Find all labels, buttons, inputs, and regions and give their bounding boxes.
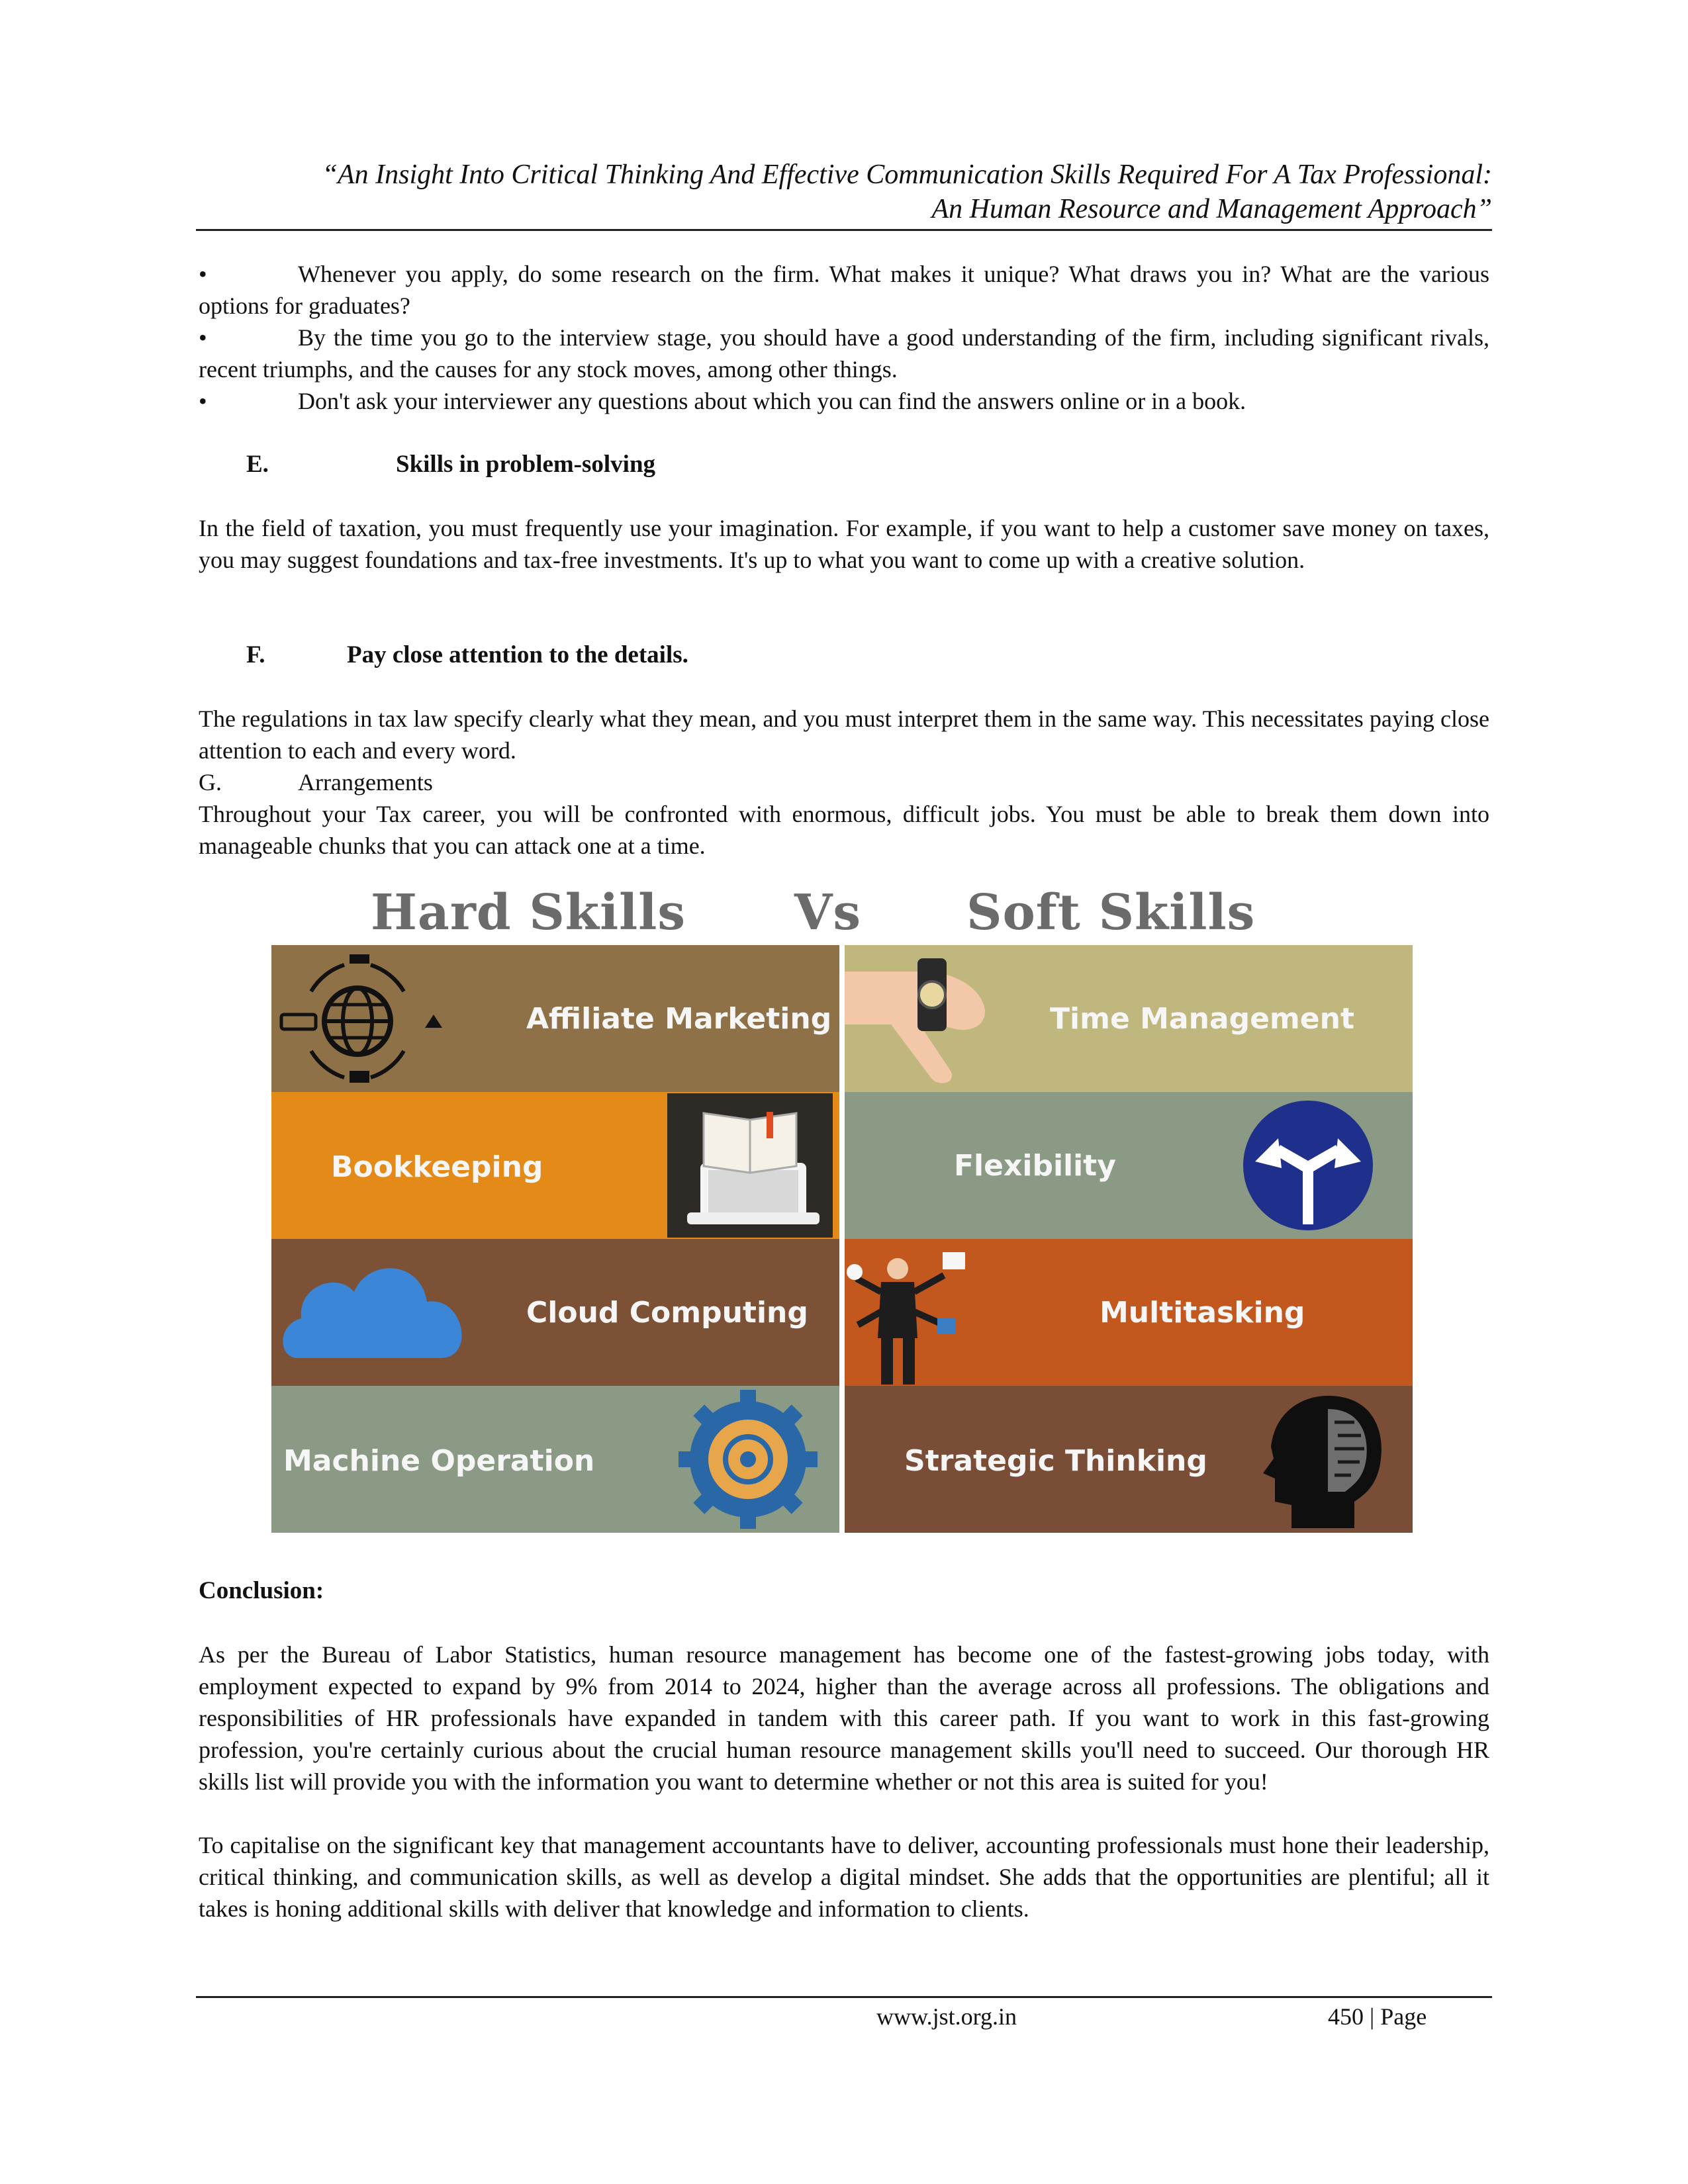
- bullet-item: [199, 322, 1489, 385]
- label-strategic-thinking: Strategic Thinking: [904, 1444, 1207, 1478]
- bullet-list: [199, 258, 1489, 417]
- conclusion-title: Conclusion:: [199, 1577, 324, 1604]
- label-affiliate-marketing: Affiliate Marketing: [526, 1002, 832, 1036]
- section-g-heading: [199, 766, 1489, 798]
- bullet-text: Don't ask your interviewer any questions about which you can find the answers online or in a book.: [298, 388, 1246, 414]
- cloud-icon: [271, 1239, 496, 1386]
- affiliate-marketing-icon: [271, 945, 470, 1092]
- laptop-book-icon: [667, 1093, 833, 1238]
- bullet-symbol: •: [199, 324, 207, 351]
- section-f-letter: F.: [246, 641, 265, 668]
- figure-title-hard: Hard Skills: [371, 884, 686, 941]
- bullet-item: [199, 385, 1489, 417]
- multitasking-person-icon: [845, 1239, 1004, 1386]
- label-flexibility: Flexibility: [954, 1149, 1116, 1183]
- conclusion-paragraph-1: As per the Bureau of Labor Statistics, human resource management has become one of the fastest-growing jobs today, with employment expected to expand by 9% from 2014 to 2024, higher than the average across all professions. The obligations and responsibilities of HR professionals have expanded in tandem with this career path. If you want to work in this fast-growing profession, you're certainly curious about the crucial human resource management skills you'll need to succeed. Our thorough HR skills list will provide you with the information you want to determine whether or not this area is suited for you!: [199, 1641, 1489, 1795]
- cell-cloud-computing: [271, 1239, 839, 1386]
- cell-multitasking: [845, 1239, 1413, 1386]
- cell-strategic-thinking: [845, 1386, 1413, 1533]
- figure-title-vs: Vs: [794, 884, 862, 941]
- brain-head-icon: [1229, 1386, 1387, 1533]
- running-header: [196, 158, 1492, 226]
- conclusion-paragraph-2: To capitalise on the significant key that management accountants have to deliver, accounting professionals must hone their leadership, critical thinking, and communication skills, as well as develop a digital mindset. She adds that the opportunities are plentiful; all it takes is honing additional skills with deliver that knowledge and information to clients.: [199, 1832, 1489, 1922]
- section-e-letter: E.: [246, 451, 269, 478]
- section-f-text: The regulations in tax law specify clearly what they mean, and you must interpret them in the same way. This necessitates paying close attention to each and every word.: [199, 705, 1489, 764]
- bullet-text: By the time you go to the interview stage, you should have a good understanding of the firm, including significant rivals, recent triumphs, and the causes for any stock moves, among other things.: [199, 324, 1489, 383]
- section-g-letter: G.: [199, 769, 222, 796]
- figure-title-soft: Soft Skills: [966, 884, 1256, 941]
- header-line-1: “An Insight Into Critical Thinking And Effective Communication Skills Required For A Tax Professional:: [322, 159, 1492, 190]
- cell-bookkeeping: [271, 1092, 839, 1239]
- skills-figure: [271, 884, 1419, 1540]
- section-g-title: Arrangements: [298, 769, 433, 796]
- section-f-title: Pay close attention to the details.: [347, 641, 688, 668]
- label-time-management: Time Management: [1050, 1002, 1354, 1036]
- bullet-symbol: •: [199, 388, 207, 414]
- cell-affiliate-marketing: [271, 945, 839, 1092]
- label-cloud-computing: Cloud Computing: [526, 1296, 808, 1330]
- gear-icon: [669, 1386, 827, 1533]
- footer-page-number: 450 | Page: [1328, 2003, 1427, 2030]
- footer-rule: [196, 1996, 1492, 1998]
- header-line-2: An Human Resource and Management Approach”: [931, 194, 1492, 224]
- label-machine-operation: Machine Operation: [283, 1444, 595, 1478]
- section-e-text: In the field of taxation, you must frequently use your imagination. For example, if you want to help a customer save money on taxes, you may suggest foundations and tax-free investments. It's up to what you want to come up with a creative solution.: [199, 515, 1489, 573]
- section-g-text: Throughout your Tax career, you will be confronted with enormous, difficult jobs. You must be able to break them down into manageable chunks that you can attack one at a time.: [199, 801, 1489, 859]
- bullet-text: Whenever you apply, do some research on the firm. What makes it unique? What draws you in? What are the various options for graduates?: [199, 261, 1489, 319]
- section-e-title: Skills in problem-solving: [396, 451, 656, 478]
- split-arrow-icon: [1229, 1092, 1387, 1239]
- label-bookkeeping: Bookkeeping: [331, 1150, 543, 1184]
- bullet-item: [199, 258, 1489, 322]
- cell-machine-operation: [271, 1386, 839, 1533]
- header-rule: [196, 229, 1492, 231]
- bullet-symbol: •: [199, 261, 207, 287]
- cell-flexibility: [845, 1092, 1413, 1239]
- footer-website-link[interactable]: www.jst.org.in: [876, 2003, 1017, 2030]
- cell-time-management: [845, 945, 1413, 1092]
- label-multitasking: Multitasking: [1100, 1296, 1305, 1330]
- wristwatch-hand-icon: [845, 945, 1043, 1092]
